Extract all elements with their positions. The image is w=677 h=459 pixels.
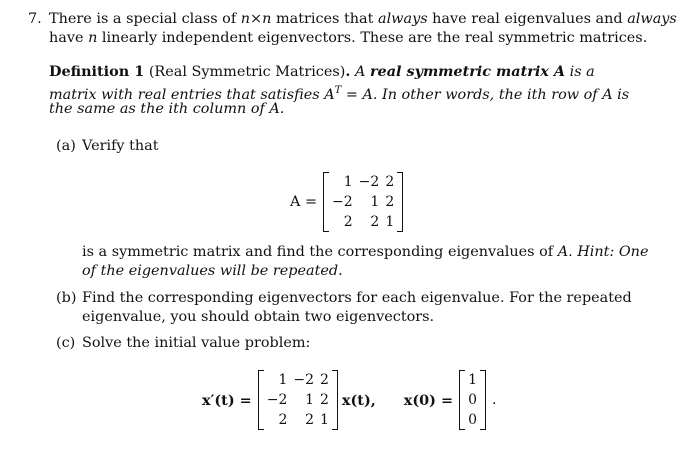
definition-term: real symmetric matrix A	[369, 63, 566, 80]
vector-row	[465, 410, 480, 430]
ivp-end-period: .	[491, 391, 497, 408]
vector-cell: 0	[468, 411, 477, 428]
vector-row	[465, 390, 480, 410]
matrix-cell: −2	[293, 371, 314, 388]
matrix-row	[264, 370, 332, 390]
definition-name: (Real Symmetric Matrices)	[148, 64, 346, 80]
matrix-cell: 2	[320, 391, 329, 408]
matrix-cell: 1	[320, 411, 329, 428]
matrix-cell: −2	[266, 391, 288, 408]
matrix-row	[264, 410, 332, 430]
matrix-row	[329, 172, 397, 192]
matrix-row	[264, 390, 332, 410]
definition-line-2: matrix with real entries that satisfies $A^T = A$. In other words, the ith row of A is	[49, 85, 630, 103]
matrix-cell: 1	[278, 371, 288, 388]
matrix-row	[329, 192, 397, 212]
initial-condition-vector	[459, 370, 486, 430]
matrix-row	[329, 212, 397, 232]
vector-row	[465, 370, 480, 390]
definition-label: Definition 1	[49, 63, 145, 80]
part-c-text: Solve the initial value problem:	[82, 335, 311, 351]
ivp-rhs: x(t),	[341, 391, 376, 409]
matrix-cell: 2	[385, 193, 395, 210]
matrix-a-ivp	[258, 370, 338, 430]
matrix-cell: 2	[370, 213, 380, 230]
problem-intro-line-1: There is a special class of n×n matrices that always have real eigenvalues and always	[49, 11, 677, 27]
vector-cell: 1	[468, 371, 477, 388]
part-b-line-1: Find the corresponding eigenvectors for each eigenvalue. For the repeated	[82, 290, 632, 306]
part-b-line-2: eigenvalue, you should obtain two eigenvectors.	[82, 309, 435, 325]
matrix-cell: 2	[385, 173, 395, 190]
matrix-cell: 2	[320, 371, 329, 388]
part-a-label: (a)	[56, 138, 76, 154]
problem-number: 7.	[28, 11, 42, 27]
matrix-cell: 1	[343, 173, 353, 190]
matrix-cell: 2	[305, 411, 314, 428]
hint: Hint: One	[577, 244, 649, 260]
matrix-cell: 1	[385, 213, 395, 230]
part-a-text: Verify that	[82, 138, 159, 154]
part-b-label: (b)	[56, 290, 77, 306]
matrix-cell: 2	[343, 213, 353, 230]
vector-cell: 0	[468, 391, 477, 408]
matrix-a	[323, 172, 403, 232]
matrix-cell: 2	[278, 411, 288, 428]
part-a-hint-line-2: of the eigenvalues will be repeated.	[82, 263, 343, 279]
matrix-cell: −2	[332, 193, 353, 210]
matrix-a-lhs: A =	[290, 193, 318, 210]
matrix-cell: 1	[305, 391, 314, 408]
ivp-lhs: x′(t) =	[202, 391, 252, 409]
matrix-cell: 1	[370, 193, 380, 210]
part-c-label: (c)	[56, 335, 76, 351]
matrix-cell: −2	[358, 173, 380, 190]
initial-condition-lhs: x(0) =	[403, 391, 454, 409]
part-a-after-line-1: is a symmetric matrix and find the corresponding eigenvalues of A. Hint: One	[82, 244, 649, 260]
matrix-a-equation	[284, 172, 403, 232]
definition-line-1: Definition 1 (Real Symmetric Matrices). A real symmetric matrix A is a	[49, 63, 595, 80]
definition-line-3: the same as the ith column of A.	[49, 101, 285, 117]
problem-intro-line-2: have n linearly independent eigenvectors. These are the real symmetric matrices.	[49, 30, 648, 46]
ivp-equation	[196, 370, 503, 430]
